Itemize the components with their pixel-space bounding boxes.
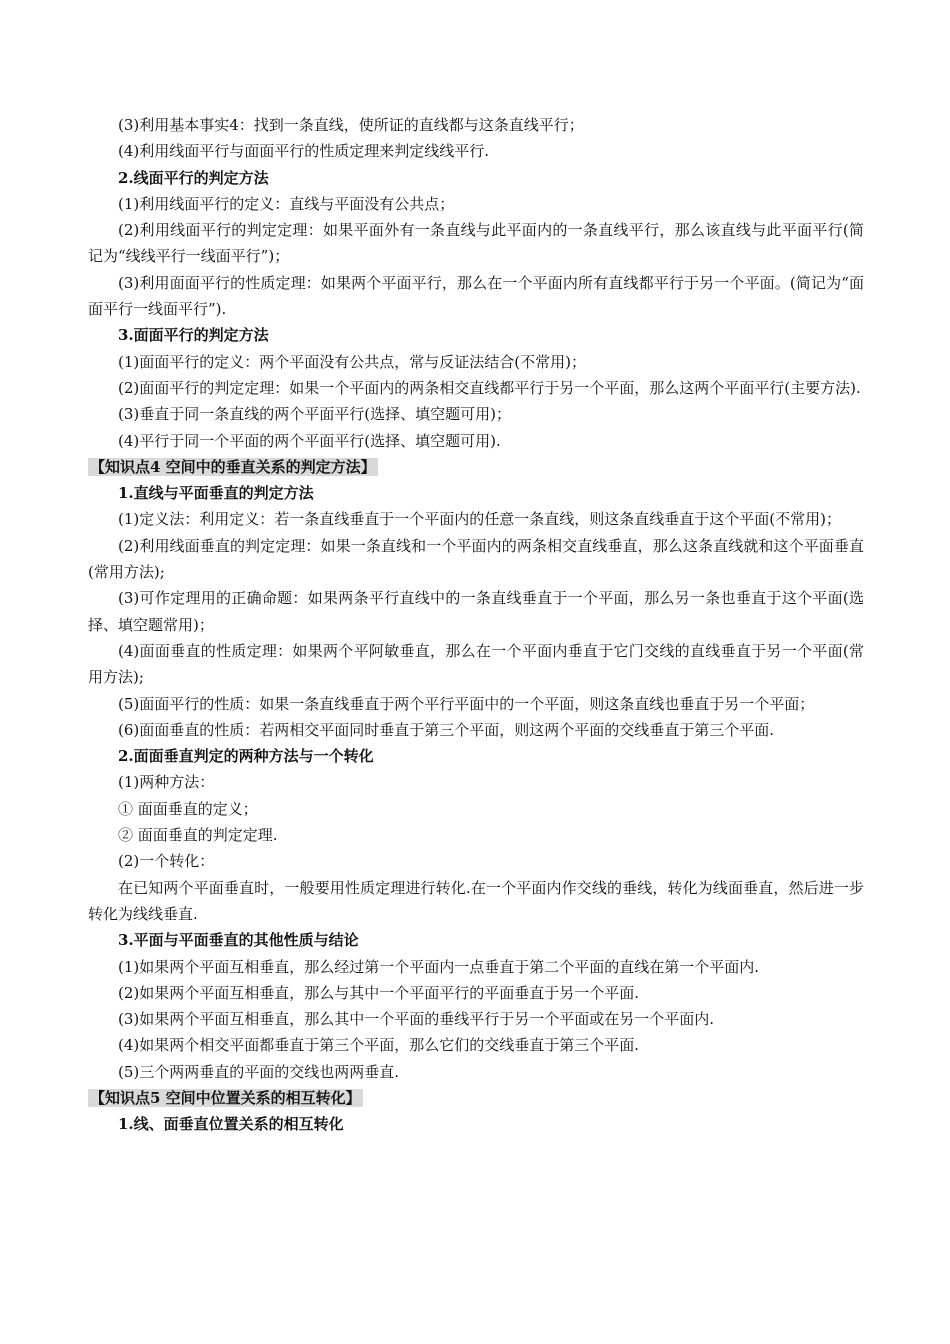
property-1: (1)如果两个平面互相垂直，那么经过第一个平面内一点垂直于第二个平面的直线在第一个平面内. (118, 957, 760, 976)
perpendicular-method-6: (6)面面垂直的性质：若两相交平面同时垂直于第三个平面，则这两个平面的交线垂直于第三个平面. (118, 720, 775, 739)
line-parallel-method-4: (4)利用线面平行与面面平行的性质定理来判定线线平行. (118, 142, 490, 161)
knowledge-point-5-label: 【知识点5 空间中位置关系的相互转化】 (90, 1088, 361, 1107)
plane-parallel-1: (1)面面平行的定义：两个平面没有公共点，常与反证法结合(不常用)； (118, 352, 586, 371)
line-plane-parallel-1: (1)利用线面平行的定义：直线与平面没有公共点； (118, 194, 455, 213)
one-conversion-label: (2)一个转化： (118, 852, 215, 871)
conversion-text: 在已知两个平面垂直时，一般要用性质定理进行转化.在一个平面内作交线的垂线，转化为线面垂直，然后进一步转化为线线垂直. (88, 878, 864, 923)
property-2: (2)如果两个平面互相垂直，那么与其中一个平面平行的平面垂直于另一个平面. (118, 983, 640, 1002)
section-title-position-conversion: 1.线、面垂直位置关系的相互转化 (118, 1115, 344, 1134)
perpendicular-method-2: (2)利用线面垂直的判定定理：如果一条直线和一个平面内的两条相交直线垂直，那么这条直线就和这个平面垂直(常用方法); (88, 536, 864, 582)
method-b: ② 面面垂直的判定定理. (118, 826, 278, 845)
section-title-plane-perpendicular: 2.面面垂直判定的两种方法与一个转化 (118, 747, 374, 766)
perpendicular-method-5: (5)面面平行的性质：如果一条直线垂直于两个平行平面中的一个平面，则这条直线也垂直于另一个平面； (118, 694, 815, 713)
line-parallel-method-3: (3)利用基本事实4：找到一条直线，使所证的直线都与这条直线平行； (118, 116, 584, 134)
plane-parallel-3: (3)垂直于同一条直线的两个平面平行(选择、填空题可用)； (118, 405, 511, 424)
property-5: (5)三个两两垂直的平面的交线也两两垂直. (118, 1062, 400, 1081)
section-title-plane-plane-parallel: 3.面面平行的判定方法 (118, 326, 269, 345)
line-plane-parallel-2: (2)利用线面平行的判定定理：如果平面外有一条直线与此平面内的一条直线平行，那么该直线与此平面平行(简记为“线线平行一线面平行”)； (88, 221, 864, 266)
section-title-line-plane-perpendicular: 1.直线与平面垂直的判定方法 (118, 484, 314, 503)
property-4: (4)如果两个相交平面都垂直于第三个平面，那么它们的交线垂直于第三个平面. (118, 1036, 640, 1055)
plane-parallel-2: (2)面面平行的判定定理：如果一个平面内的两条相交直线都平行于另一个平面，那么这两个平面平行(主要方法). (118, 378, 861, 397)
perpendicular-method-3: (3)可作定理用的正确命题：如果两条平行直线中的一条直线垂直于一个平面，那么另一条也垂直于这个平面(选择、填空题常用)； (88, 589, 864, 634)
plane-parallel-4: (4)平行于同一个平面的两个平面平行(选择、填空题可用). (118, 431, 501, 450)
document-page (88, 112, 864, 1138)
line-plane-parallel-3: (3)利用面面平行的性质定理：如果两个平面平行，那么在一个平面内所有直线都平行于另一个平面。(简记为“面面平行一线面平行”). (88, 273, 864, 319)
knowledge-point-4-label: 【知识点4 空间中的垂直关系的判定方法】 (90, 457, 376, 476)
section-title-line-plane-parallel: 2.线面平行的判定方法 (118, 168, 269, 187)
property-3: (3)如果两个平面互相垂直，那么其中一个平面的垂线平行于另一个平面或在另一个平面内. (118, 1010, 715, 1029)
method-a: ① 面面垂直的定义； (118, 799, 258, 818)
knowledge-point-5-heading (88, 1085, 864, 1111)
knowledge-point-4-heading (88, 454, 864, 480)
perpendicular-method-4: (4)面面垂直的性质定理：如果两个平阿敏垂直，那么在一个平面内垂直于它门交线的直线垂直于另一个平面(常用方法); (88, 641, 864, 687)
perpendicular-method-1: (1)定义法：利用定义：若一条直线垂直于一个平面内的任意一条直线，则这条直线垂直于这个平面(不常用)； (118, 510, 841, 529)
section-title-other-properties: 3.平面与平面垂直的其他性质与结论 (118, 931, 359, 950)
two-methods-label: (1)两种方法： (118, 773, 215, 792)
